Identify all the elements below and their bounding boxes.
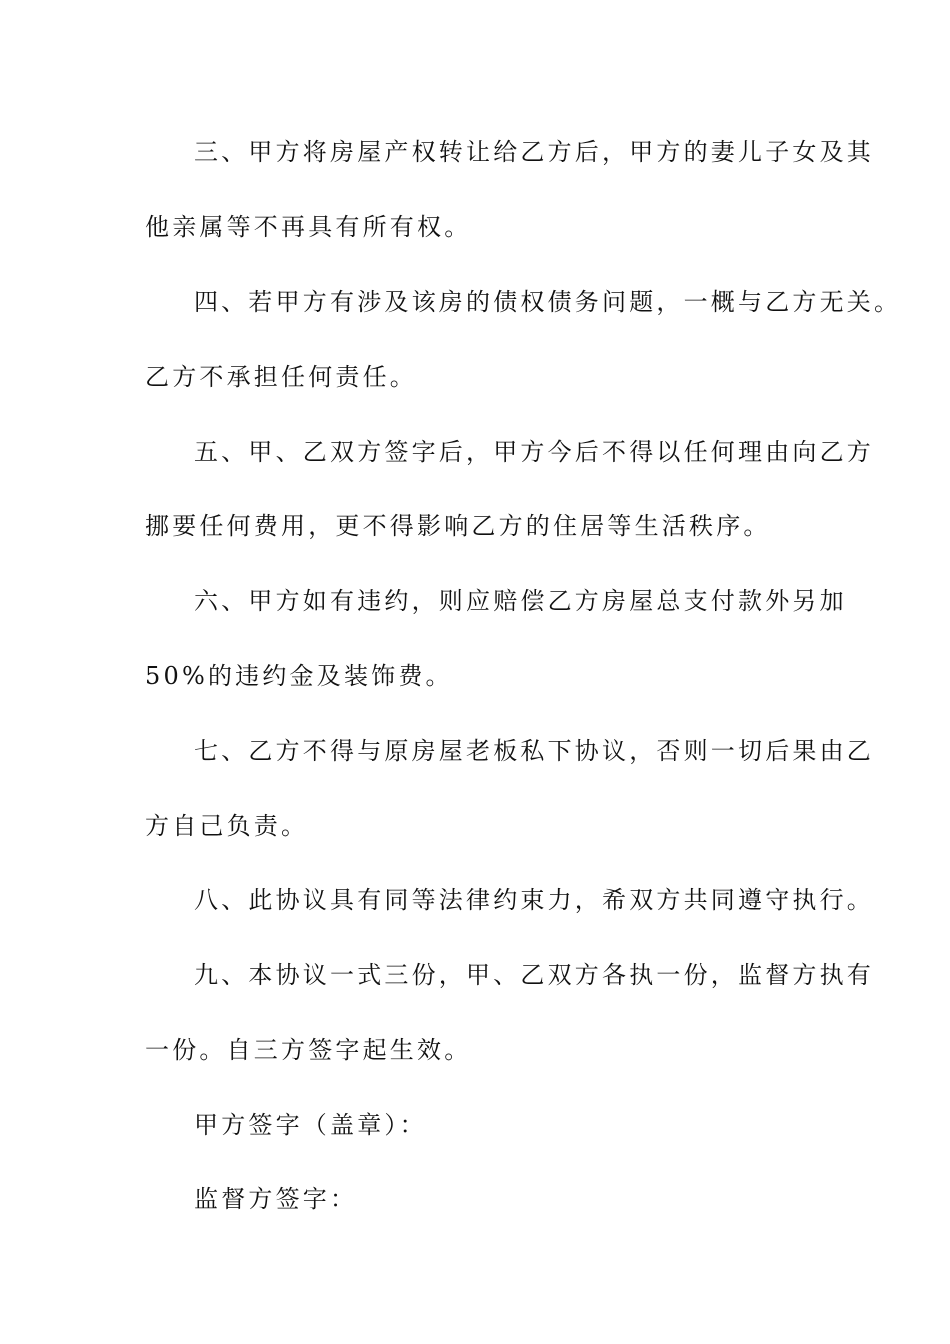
clause-8-line-1: 八、此协议具有同等法律约束力，希双方共同遵守执行。 xyxy=(194,886,874,914)
party-a-signature-label: 甲方签字（盖章）： xyxy=(194,1111,427,1139)
clause-3-line-2: 他亲属等不再具有所有权。 xyxy=(145,213,472,241)
clause-3-line-1: 三、甲方将房屋产权转让给乙方后，甲方的妻儿子女及其 xyxy=(194,138,874,166)
clause-4-line-1: 四、若甲方有涉及该房的债权债务问题，一概与乙方无关。 xyxy=(194,288,902,316)
clause-9-line-2: 一份。自三方签字起生效。 xyxy=(145,1036,472,1064)
clause-6-line-1: 六、甲方如有违约，则应赔偿乙方房屋总支付款外另加 xyxy=(194,587,847,615)
clause-9-line-1: 九、本协议一式三份，甲、乙双方各执一份，监督方执有 xyxy=(194,961,874,989)
clause-5-line-1: 五、甲、乙双方签字后，甲方今后不得以任何理由向乙方 xyxy=(194,438,874,466)
clause-5-line-2: 挪要任何费用，更不得影响乙方的住居等生活秩序。 xyxy=(145,512,771,540)
supervisor-signature-label: 监督方签字： xyxy=(194,1185,358,1213)
clause-6-line-2: 50%的违约金及装饰费。 xyxy=(145,662,453,690)
clause-7-line-1: 七、乙方不得与原房屋老板私下协议，否则一切后果由乙 xyxy=(194,737,874,765)
clause-7-line-2: 方自己负责。 xyxy=(145,812,309,840)
clause-4-line-2: 乙方不承担任何责任。 xyxy=(145,363,417,391)
